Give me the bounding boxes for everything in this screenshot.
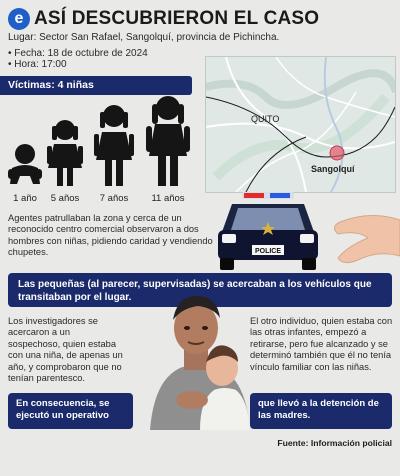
page-title: ASÍ DESCUBRIERON EL CASO [34,8,320,29]
child-figure-4-icon [146,96,190,186]
map-place-label: Sangolquí [311,164,355,174]
intro-text: Agentes patrullaban la zona y cerca de un reconocido centro comercial observaron a dos hombres con niñas, pidiendo caridad y vendiendo chupetes. [8,213,213,258]
map-roads [206,57,395,192]
man-and-baby-illustration [140,296,252,430]
left-story-text: Los investigadores se acercaron a un sospechoso, quien estaba con una niña, de apenas un año, y comprobaron que no tenían parentesco. [8,316,123,384]
location-label: Lugar: Sector San Rafael, Sangolquí, provincia de Pichincha. [8,32,280,43]
victims-bar: Víctimas: 4 niñas [0,76,192,95]
child-figure-1-icon [8,144,42,184]
age-label-1: 1 año [13,193,37,204]
police-car-illustration [212,190,400,272]
age-label-2: 5 años [50,193,80,204]
age-label-4: 11 años [151,193,185,204]
police-car-label: POLICE [254,248,282,255]
highlight-banner: Las pequeñas (al parecer, supervisadas) se acercaban a los vehículos que transitaban por el lugar. [8,273,392,307]
logo-icon: e [8,8,30,30]
children-figures [0,96,200,192]
age-label-3: 7 años [99,193,129,204]
map-city-label: QUITO [251,114,280,124]
source-label: Fuente: Información policial [277,438,392,448]
operation-box-left: En consecuencia, se ejecutó un operativo [8,393,133,429]
date-label: • Fecha: 18 de octubre de 2024 [8,48,148,59]
location-map [205,56,396,193]
operation-box-right: que llevó a la detención de las madres. [250,393,392,429]
child-figure-3-icon [94,105,134,186]
time-label: • Hora: 17:00 [8,59,67,70]
hand-icon [334,215,400,262]
map-marker-icon [330,146,344,160]
right-story-text: El otro individuo, quien estaba con las otras infantes, empezó a retirarse, pero fue alcanzado y se determinó también que él no tenía vínculo familiar con las niñas. [250,316,393,372]
child-figure-2-icon [47,120,83,186]
police-car-icon [218,192,318,270]
